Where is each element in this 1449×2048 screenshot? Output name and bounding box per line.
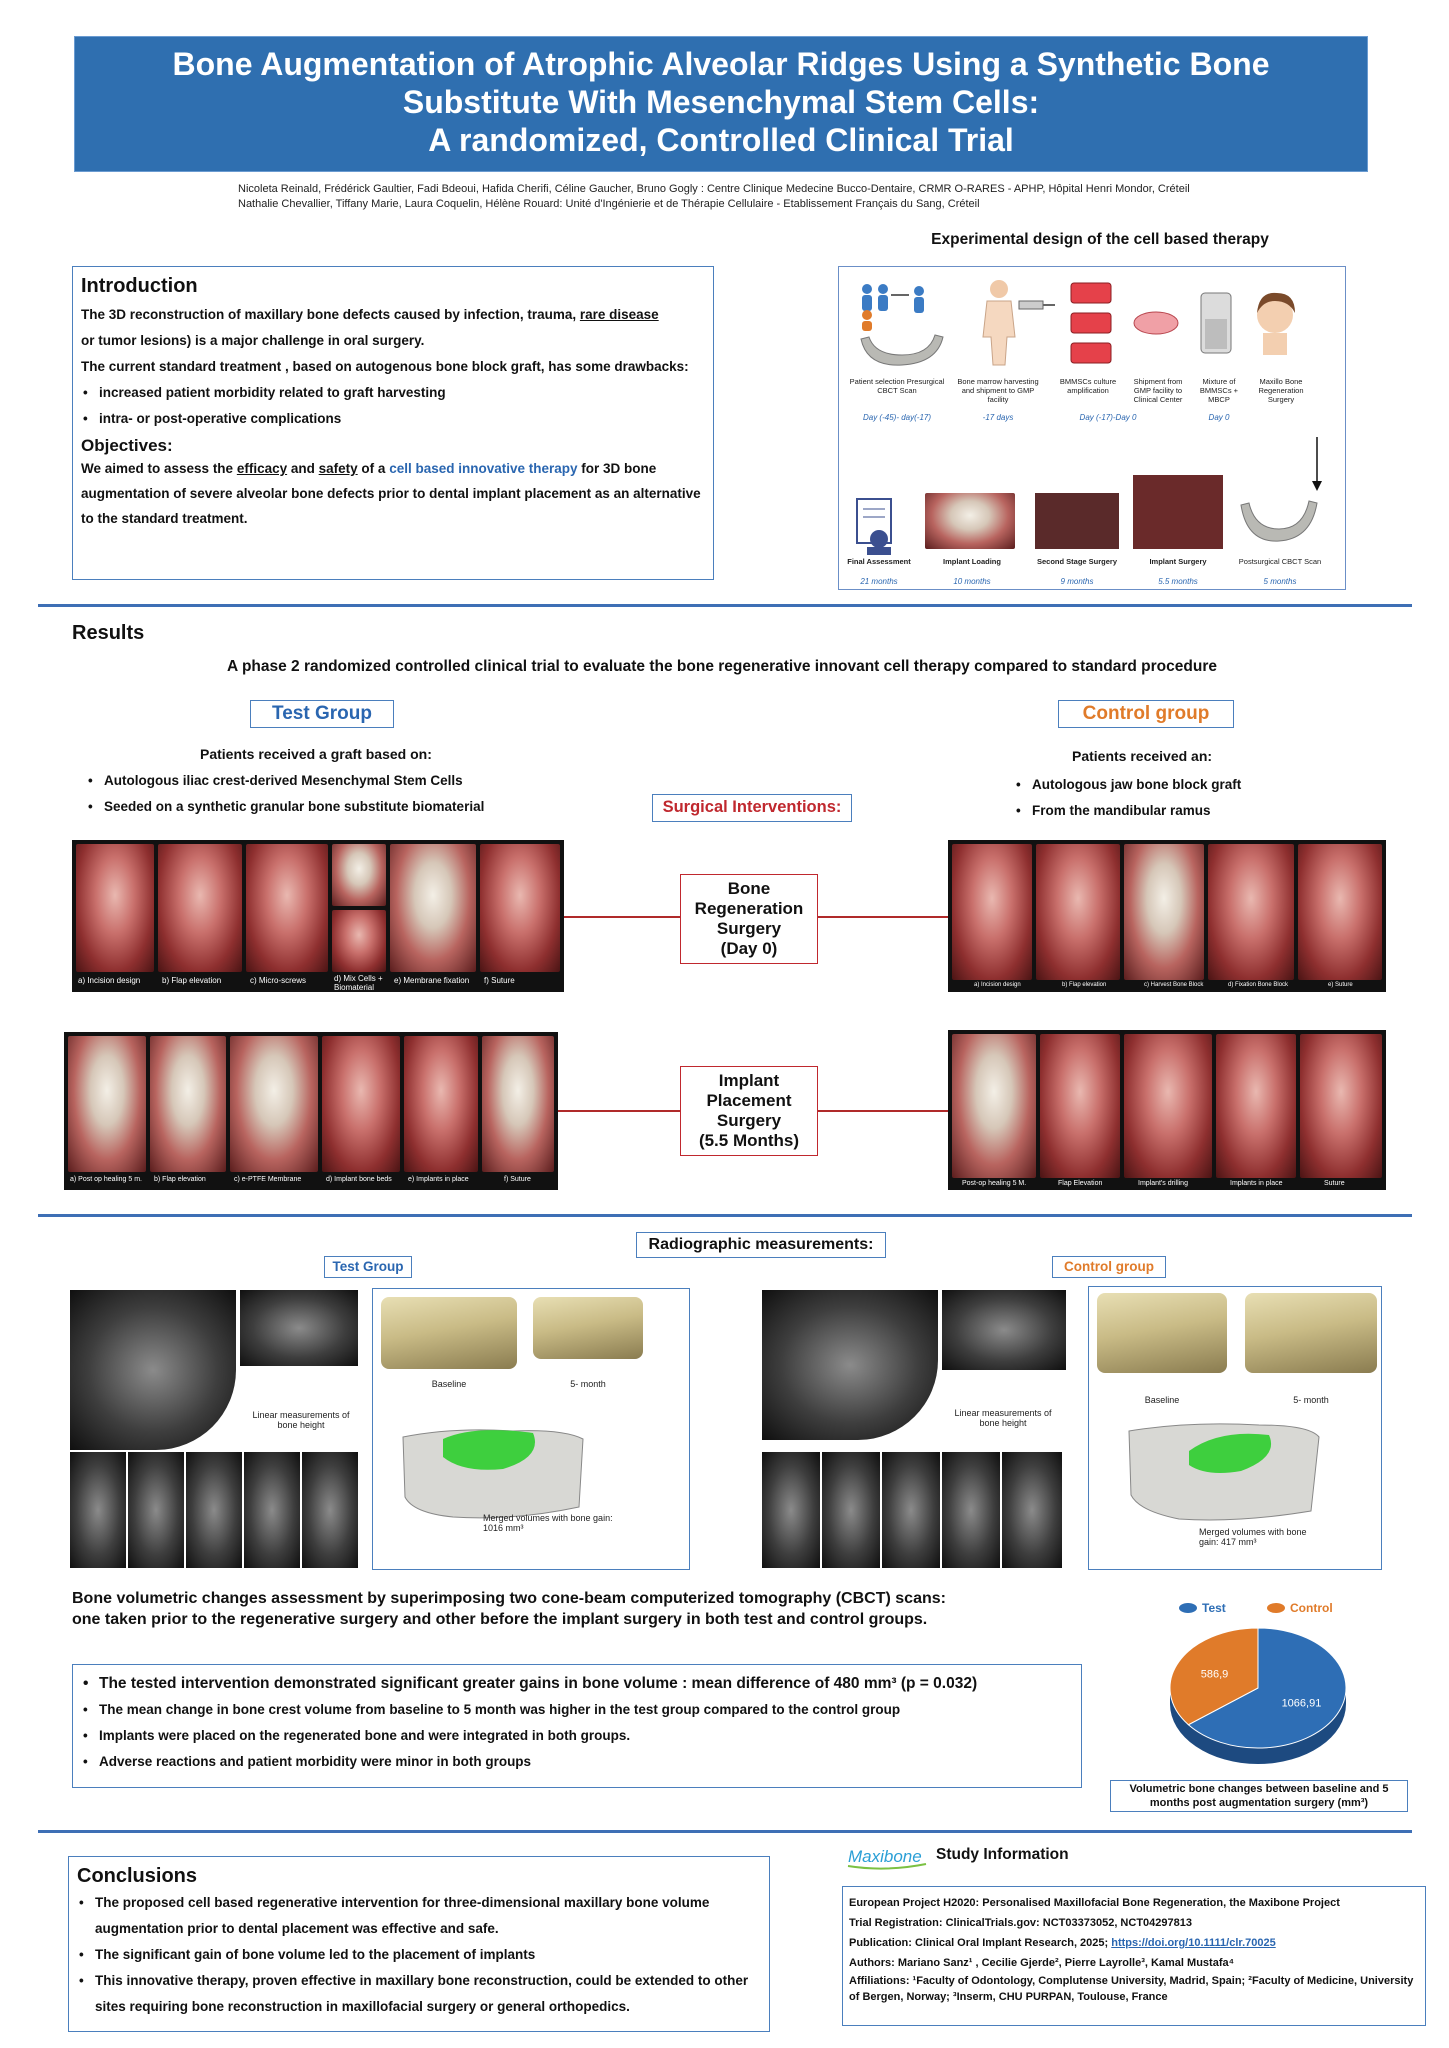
step-time: 9 months: [1060, 577, 1094, 586]
study-project: European Project H2020: Personalised Maxillofacial Bone Regeneration, the Maxibone Project: [849, 1897, 1340, 1909]
ct-scan: [70, 1290, 236, 1450]
legend-control: [1267, 1601, 1333, 1615]
bone-baseline-render: [381, 1297, 517, 1369]
box-line: Surgery: [716, 919, 782, 938]
intro-paragraph-1: [81, 302, 705, 354]
mixture-jar-icon: [1195, 289, 1237, 357]
control-group-intro: Patients received an:: [1072, 748, 1213, 764]
caption: Flap Elevation: [1058, 1180, 1103, 1187]
arrow-down-icon: [1311, 437, 1323, 493]
obj-c: of a: [357, 461, 390, 476]
patient-face-icon: [1249, 289, 1303, 355]
intro-p1-b: or tumor lesions) is a major challenge in oral surgery.: [81, 333, 425, 348]
step-label: Final Assessment: [847, 557, 911, 566]
conclusion-item: • The proposed cell based regenerative intervention for three-dimensional maxillary bone volume augmentation prior to dental placement was effective and safe.: [77, 1890, 761, 1942]
test-bullet: • Autologous iliac crest-derived Mesenchymal Stem Cells: [86, 768, 646, 794]
step-time: 5 months: [1263, 577, 1297, 586]
linear-measurements-label: Linear measurements of bone height: [252, 1410, 350, 1430]
test-group-bullets: [86, 768, 646, 820]
section-divider: [38, 604, 1412, 607]
intro-p1-a: The 3D reconstruction of maxillary bone defects caused by infection, trauma,: [81, 307, 580, 322]
authors-line-2: Nathalie Chevallier, Tiffany Marie, Laura Coquelin, Hélène Rouard: Unité d'Ingénierie et de Thérapie Cellulaire - Etablissement Français du Sang, Créteil: [238, 198, 980, 210]
test-implant-photos: [64, 1032, 558, 1190]
test-ct-panel: [70, 1290, 360, 1570]
introduction-heading: Introduction: [81, 275, 198, 297]
control-volume-panel: [1088, 1286, 1382, 1570]
baseline-label: Baseline: [431, 1379, 467, 1389]
obj-a: We aimed to assess the: [81, 461, 237, 476]
control-group-label: Control group: [1058, 700, 1234, 728]
ct-slice: [128, 1452, 184, 1568]
caption: d) Fixation Bone Block: [1228, 982, 1289, 988]
caption: e) Membrane fixation: [394, 976, 470, 985]
results-heading: Results: [72, 622, 145, 644]
surgery-photo: [952, 1034, 1036, 1178]
caption: Post-op healing 5 M.: [962, 1180, 1027, 1187]
finding-item: • The tested intervention demonstrated significant greater gains in bone volume : mean difference of 480 mm³ (p = 0.032): [81, 1671, 1073, 1697]
ct-slice: [1002, 1452, 1062, 1568]
surgery-photo: [1124, 1034, 1212, 1178]
surgery-photo: [230, 1036, 318, 1172]
connector-line: [818, 1110, 948, 1112]
test-bullet: • Seeded on a synthetic granular bone substitute biomaterial: [86, 794, 646, 820]
objectives-text: [81, 456, 705, 531]
bone-5month-render: [1245, 1293, 1377, 1373]
caption: c) e-PTFE Membrane: [234, 1176, 302, 1183]
pie-caption: Volumetric bone changes between baseline and 5 months post augmentation surgery (mm³): [1110, 1780, 1408, 1812]
postsurgical-cbct-icon: [1237, 495, 1321, 549]
surgery-photo: [68, 1036, 146, 1172]
control-merged-label: Merged volumes with bone gain: 417 mm³: [1199, 1527, 1307, 1547]
caption: d) Implant bone beds: [326, 1176, 392, 1183]
phase-description: A phase 2 randomized controlled clinical trial to evaluate the bone regenerative innovant cell therapy compared to standard procedure: [227, 658, 1217, 675]
experimental-design-title: Experimental design of the cell based therapy: [931, 231, 1269, 248]
step-label: Maxillo Bone Regeneration Surgery: [1258, 377, 1304, 404]
obj-b: and: [287, 461, 319, 476]
box-line: Surgery: [716, 1111, 782, 1130]
patient-body-icon: [969, 277, 1029, 367]
surgery-photo: [1300, 1034, 1382, 1178]
petri-dish-icon: [1131, 307, 1181, 337]
caption: a) Incision design: [78, 976, 141, 985]
title-line-3: A randomized, Controlled Clinical Trial: [428, 122, 1014, 158]
caption: a) Incision design: [974, 982, 1021, 988]
conclusions-heading: Conclusions: [77, 1865, 198, 1887]
caption: e) Implants in place: [408, 1176, 469, 1183]
pie-chart-svg: [1148, 1596, 1368, 1776]
surgery-photo: [76, 844, 154, 972]
legend-swatch-control: [1267, 1603, 1285, 1613]
surgery-photo: [390, 844, 476, 972]
culture-flasks-icon: [1065, 279, 1119, 369]
legend-label-test: Test: [1202, 1601, 1226, 1615]
baseline-label: Baseline: [1144, 1395, 1180, 1405]
obj-safety: safety: [318, 461, 358, 476]
ct-slice: [762, 1452, 820, 1568]
ct-slice: [244, 1452, 300, 1568]
authors: [238, 182, 1378, 212]
surgery-photo: [1040, 1034, 1120, 1178]
box-line: Implant: [718, 1071, 780, 1090]
study-affiliations: Affiliations: ¹Faculty of Odontology, Complutense University, Madrid, Spain; ²Faculty of Medicine, University of Bergen, Norway; ³Inserm, CHU PURPAN, Toulouse, France: [849, 1975, 1414, 2003]
step-time: 10 months: [953, 577, 991, 586]
radiographic-heading: Radiographic measurements:: [636, 1232, 886, 1258]
poster-title: [74, 36, 1368, 172]
step-time: Day (-45)- day(-17): [862, 413, 931, 422]
second-stage-photo: [1035, 493, 1119, 549]
section-divider: [38, 1214, 1412, 1217]
connector-line: [558, 1110, 680, 1112]
section-divider: [38, 1830, 1412, 1833]
control-group-bullets: [1014, 772, 1374, 824]
connector-line: [818, 916, 948, 918]
syringe-icon: [1017, 295, 1057, 315]
step-label: Implant Loading: [943, 557, 1001, 566]
legend-label-control: Control: [1290, 1601, 1333, 1615]
ct-scan: [762, 1290, 938, 1440]
step-label: Second Stage Surgery: [1036, 557, 1118, 566]
box-line: Placement: [706, 1091, 792, 1110]
surgery-photo: [332, 910, 386, 972]
surgery-photo: [1216, 1034, 1296, 1178]
intro-p1-underline: rare disease: [579, 307, 659, 322]
ct-slice: [822, 1452, 880, 1568]
surgical-interventions-label: Surgical Interventions:: [652, 794, 852, 822]
step-time: Day (-17)-Day 0: [1079, 413, 1137, 422]
intro-bullets: [81, 380, 705, 432]
control-bullet: • From the mandibular ramus: [1014, 798, 1374, 824]
control-implant-photos: [948, 1030, 1386, 1190]
merged-volume-render: [393, 1417, 593, 1527]
assessment-icon: [849, 495, 909, 555]
surgery-photo: [1124, 844, 1204, 980]
box-line: (Day 0): [720, 939, 778, 958]
step-time: -17 days: [982, 413, 1014, 422]
surgery-photo: [1208, 844, 1294, 980]
caption: c) Harvest Bone Block: [1144, 982, 1204, 988]
bone-regeneration-box: [680, 874, 818, 964]
logo-text: Maxibone: [848, 1847, 922, 1866]
findings-list: [81, 1671, 1073, 1775]
step-time: 21 months: [860, 577, 898, 586]
linear-measurements-label: Linear measurements of bone height: [954, 1408, 1052, 1428]
surgery-photo: [1036, 844, 1120, 980]
merged-volume-render: [1119, 1411, 1329, 1531]
legend-test: [1179, 1601, 1226, 1615]
pie-value-label-test: 1066,91: [1281, 1697, 1322, 1710]
surgery-photo: [246, 844, 328, 972]
control-ct-panel: [762, 1290, 1068, 1570]
volume-pie-chart: [1148, 1596, 1368, 1776]
caption: Implants in place: [1230, 1180, 1283, 1187]
caption: b) Flap elevation: [154, 1176, 206, 1183]
intro-bullet: • increased patient morbidity related to graft harvesting: [81, 380, 705, 406]
surgery-photo: [952, 844, 1032, 980]
control-bullet: • Autologous jaw bone block graft: [1014, 772, 1374, 798]
introduction-box: [72, 266, 714, 580]
surgery-photo: [158, 844, 242, 972]
volumetric-line-2: one taken prior to the regenerative surgery and other before the implant surgery in both test and control groups.: [72, 1611, 928, 1628]
surgery-photo: [332, 844, 386, 906]
test-regeneration-photos: [72, 840, 564, 992]
ct-scan: [942, 1290, 1066, 1370]
implant-loading-photo: [925, 493, 1015, 549]
surgery-photo: [1298, 844, 1382, 980]
caption: c) Micro-screws: [250, 976, 306, 985]
implant-placement-box: [680, 1066, 818, 1156]
conclusion-item: • This innovative therapy, proven effective in maxillary bone reconstruction, could be extended to other sites requiring bone reconstruction in maxillofacial surgery or general orthopedics.: [77, 1968, 761, 2020]
test-merged-label: Merged volumes with bone gain: 1016 mm³: [483, 1513, 613, 1533]
publication-doi-link[interactable]: https://doi.org/10.1111/clr.70025: [1111, 1937, 1276, 1949]
ct-slice: [882, 1452, 940, 1568]
radiographic-control-label: Control group: [1052, 1256, 1166, 1278]
intro-bullet: • intra- or post-operative complications: [81, 406, 705, 432]
surgery-photo: [150, 1036, 226, 1172]
conclusions-list: [77, 1890, 761, 2020]
caption: b) Flap elevation: [162, 976, 222, 985]
study-info-box: [842, 1886, 1426, 2026]
radiographic-test-label: Test Group: [324, 1256, 412, 1278]
title-line-1: Bone Augmentation of Atrophic Alveolar Ridges Using a Synthetic Bone: [172, 46, 1270, 82]
obj-cell-therapy: cell based innovative therapy: [389, 461, 578, 476]
bone-5month-render: [533, 1297, 643, 1359]
study-trial: Trial Registration: ClinicalTrials.gov: NCT03373052, NCT04297813: [849, 1917, 1192, 1929]
connector-line: [564, 916, 680, 918]
test-group-label: Test Group: [250, 700, 394, 728]
mandible-icon: [857, 329, 947, 371]
caption: a) Post op healing 5 m.: [70, 1176, 142, 1183]
finding-item: • The mean change in bone crest volume from baseline to 5 month was higher in the test group compared to the control group: [81, 1697, 1073, 1723]
authors-line-1: Nicoleta Reinald, Frédérick Gaultier, Fadi Bdeoui, Hafida Cherifi, Céline Gaucher, Bruno Gogly : Centre Clinique Medecine Bucco-Dentaire, CRMR O-RARES - APHP, Hôpital Henri Mondor, Créteil: [238, 183, 1190, 195]
caption: f) Suture: [484, 976, 515, 985]
volumetric-description: [72, 1588, 1032, 1630]
maxibone-logo: [846, 1842, 930, 1872]
implant-surgery-photo: [1133, 475, 1223, 549]
volumetric-line-1: Bone volumetric changes assessment by superimposing two cone-beam computerized tomography (CBCT) scans:: [72, 1590, 946, 1607]
caption: Biomaterial: [334, 983, 375, 992]
findings-box: [72, 1664, 1082, 1788]
study-publication: [849, 1933, 1419, 1953]
bone-baseline-render: [1097, 1293, 1227, 1373]
caption: f) Suture: [504, 1176, 531, 1183]
caption: Suture: [1324, 1180, 1345, 1187]
obj-d: for 3D bone augmentation of severe alveolar bone defects prior to dental implant placement as an alternative to the standard treatment.: [81, 461, 701, 526]
caption: Implant's drilling: [1138, 1180, 1188, 1187]
publication-label: Publication: Clinical Oral Implant Research, 2025;: [849, 1937, 1112, 1949]
ct-slice: [70, 1452, 126, 1568]
conclusion-item: • The significant gain of bone volume led to the placement of implants: [77, 1942, 761, 1968]
step-label: Bone marrow harvesting and shipment to GMP facility: [957, 377, 1039, 404]
5month-label: 5- month: [1293, 1395, 1329, 1405]
step-time: 5.5 months: [1158, 577, 1198, 586]
step-time: Day 0: [1208, 413, 1230, 422]
pie-value-label-control: 586,9: [1200, 1668, 1229, 1681]
caption: d) Mix Cells +: [334, 974, 383, 983]
step-label: Postsurgical CBCT Scan: [1238, 557, 1322, 566]
surgery-photo: [480, 844, 560, 972]
ct-slice: [302, 1452, 358, 1568]
objectives-heading: Objectives:: [81, 436, 173, 455]
control-regeneration-photos: [948, 840, 1386, 992]
ct-scan: [240, 1290, 358, 1366]
surgery-photo: [404, 1036, 478, 1172]
intro-paragraph-2: The current standard treatment , based on autogenous bone block graft, has some drawbacks:: [81, 359, 689, 374]
surgery-photo: [482, 1036, 554, 1172]
caption: b) Flap elevation: [1062, 982, 1107, 988]
legend-swatch-test: [1179, 1603, 1197, 1613]
obj-efficacy: efficacy: [236, 461, 288, 476]
step-label: Patient selection Presurgical CBCT Scan: [849, 377, 945, 395]
test-group-intro: Patients received a graft based on:: [200, 746, 432, 762]
caption: e) Suture: [1328, 982, 1353, 988]
ct-slice: [186, 1452, 242, 1568]
5month-label: 5- month: [570, 1379, 606, 1389]
step-label: Shipment from GMP facility to Clinical Center: [1133, 377, 1183, 404]
study-authors: Authors: Mariano Sanz¹ , Cecilie Gjerde², Pierre Layrolle³, Kamal Mustafa⁴: [849, 1957, 1235, 1969]
step-label: BMMSCs culture amplification: [1059, 377, 1117, 395]
conclusions-box: [68, 1856, 770, 2032]
test-volume-panel: [372, 1288, 690, 1570]
step-label: Implant Surgery: [1149, 557, 1207, 566]
finding-item: • Adverse reactions and patient morbidity were minor in both groups: [81, 1749, 1073, 1775]
box-line: Regeneration: [694, 899, 804, 918]
ct-slice: [942, 1452, 1000, 1568]
surgery-photo: [322, 1036, 400, 1172]
finding-item: • Implants were placed on the regenerated bone and were integrated in both groups.: [81, 1723, 1073, 1749]
step-label: Mixture of BMMSCs + MBCP: [1199, 377, 1239, 404]
box-line: (5.5 Months): [698, 1131, 800, 1150]
box-line: Bone: [727, 879, 771, 898]
patients-icon: [859, 281, 937, 331]
title-line-2: Substitute With Mesenchymal Stem Cells:: [402, 84, 1040, 120]
study-info-heading: Study Information: [936, 1846, 1069, 1863]
experimental-design-figure: [838, 266, 1346, 590]
